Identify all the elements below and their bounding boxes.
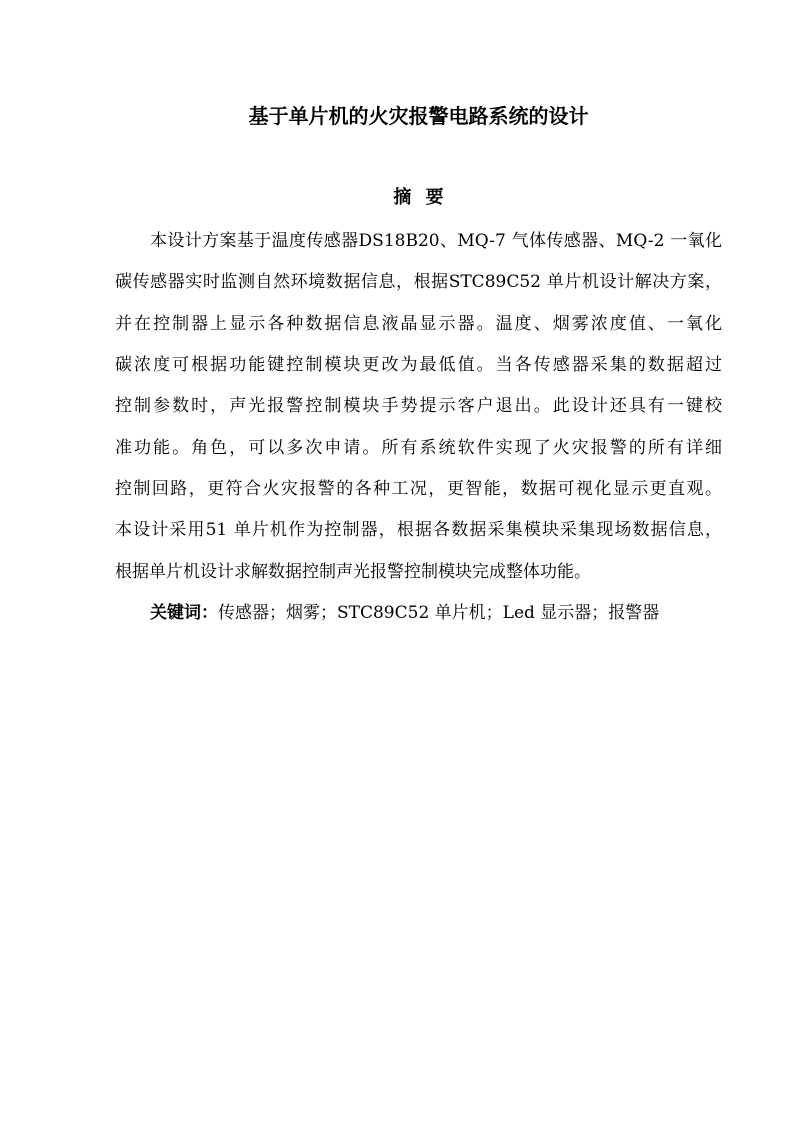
keywords-text: 传感器；烟雾；STC89C52 单片机；Led 显示器；报警器 (218, 602, 660, 623)
abstract-line: 准功能。角色，可以多次申请。所有系统软件实现了火灾报警的所有详细 (115, 437, 722, 458)
abstract-line: 碳浓度可根据功能键控制模块更改为最低值。当各传感器采集的数据超过 (115, 354, 722, 375)
abstract-heading: 摘 要 (393, 187, 444, 208)
document-title: 基于单片机的火灾报警电路系统的设计 (248, 104, 589, 128)
abstract-line: 控制参数时，声光报警控制模块手势提示客户退出。此设计还具有一键校 (115, 396, 722, 417)
abstract-body (115, 221, 722, 634)
abstract-line: 根据单片机设计求解数据控制声光报警控制模块完成整体功能。 (115, 561, 591, 582)
abstract-line: 碳传感器实时监测自然环境数据信息，根据STC89C52 单片机设计解决方案， (115, 272, 722, 293)
abstract-line: 控制回路，更符合火灾报警的各种工况，更智能，数据可视化显示更直观。 (115, 478, 722, 499)
abstract-line: 并在控制器上显示各种数据信息液晶显示器。温度、烟雾浓度值、一氧化 (115, 313, 722, 334)
keywords-label: 关键词： (150, 602, 218, 623)
abstract-line: 本设计方案基于温度传感器DS18B20、MQ-7 气体传感器、MQ-2 一氧化 (150, 231, 722, 251)
abstract-line: 本设计采用51 单片机作为控制器，根据各数据采集模块采集现场数据信息， (115, 520, 722, 541)
keywords-line (115, 593, 722, 634)
